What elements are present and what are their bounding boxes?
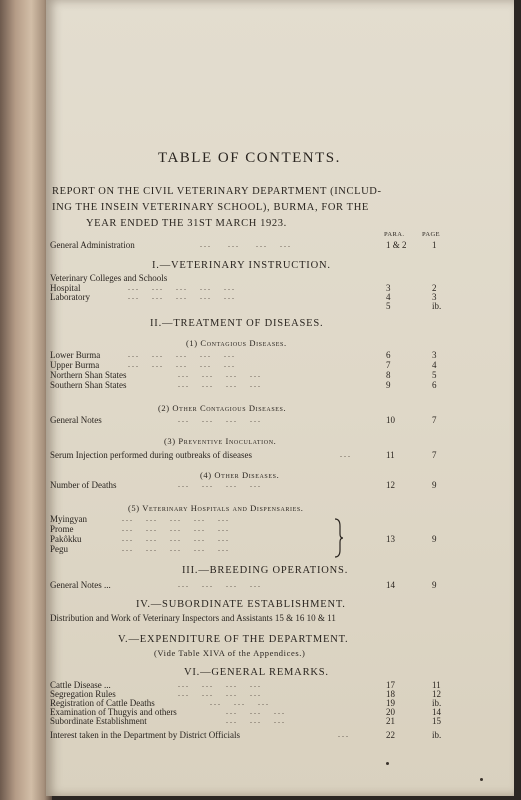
toc-row-label: Southern Shan States — [50, 380, 127, 390]
toc-row-para: 19 — [386, 698, 395, 708]
toc-row-para: 18 — [386, 689, 395, 699]
toc-row-para: 14 — [386, 580, 395, 590]
toc-row-label: Upper Burma — [50, 360, 100, 370]
toc-row-page: 9 — [432, 480, 437, 490]
toc-row-page: 5 — [432, 370, 437, 380]
toc-row — [50, 301, 450, 312]
toc-row-para: 3 — [386, 283, 391, 293]
toc-row-page: 11 — [432, 680, 441, 690]
toc-row-label: Distribution and Work of Veterinary Inspectors and Assistants 15 & 16 10 & 11 — [50, 613, 336, 623]
toc-row: General Notes ... ... ... ... 10 7 — [50, 415, 437, 425]
toc-row-para: 21 — [386, 716, 395, 726]
toc-row-page: 14 — [432, 707, 441, 717]
toc-row: Examination of Thugyis and others ... ... ... 20 14 — [50, 707, 441, 717]
toc-row-page: 4 — [432, 360, 437, 370]
toc-row: Prome ... ... ... ... ... — [50, 524, 230, 534]
toc-row: Hospital ... ... ... ... ... 3 2 — [50, 283, 437, 293]
toc-row-page: ib. — [432, 730, 442, 740]
toc-row-para: 7 — [386, 360, 391, 370]
toc-row-page: 12 — [432, 689, 441, 699]
toc-row-label: Pegu — [50, 544, 68, 554]
book-spine — [0, 0, 52, 800]
toc-row-page: 6 — [432, 380, 437, 390]
toc-row-general-admin: General Administration ... ... ... ... 1 & 2 1 — [50, 240, 437, 250]
toc-row: Upper Burma ... ... ... ... ... 7 4 — [50, 360, 437, 370]
toc-row: Northern Shan States ... ... ... ... 8 5 — [50, 370, 437, 380]
toc-row-label: Myingyan — [50, 514, 87, 524]
toc-row-label: Segregation Rules — [50, 689, 116, 699]
report-title-line-3: YEAR ENDED THE 31ST MARCH 1923. — [86, 218, 287, 229]
toc-row-label: Subordinate Establishment — [50, 716, 147, 726]
toc-row-page: ib. — [432, 698, 442, 708]
column-header-page: PAGE — [422, 231, 440, 238]
toc-row-page: ib. — [432, 301, 442, 311]
toc-row-page: 3 — [432, 292, 437, 302]
toc-row-para: 22 — [386, 730, 395, 740]
toc-row: Pakôkku ... ... ... ... ... 13 9 — [50, 534, 437, 544]
section-1-heading: I.—VETERINARY INSTRUCTION. — [152, 260, 331, 271]
toc-row-label: General Notes ... — [50, 580, 111, 590]
subsection-contagious: (1) Contagious Diseases. — [186, 338, 287, 348]
toc-row-para: 1 & 2 — [386, 240, 407, 250]
subsection-hospitals: (5) Veterinary Hospitals and Dispensaries. — [128, 503, 304, 513]
toc-row-label: Veterinary Colleges and Schools — [50, 273, 168, 283]
toc-row-para: 17 — [386, 680, 395, 690]
toc-row: Serum Injection performed during outbreaks of diseases ... 11 7 — [50, 450, 437, 460]
toc-row-label: Cattle Disease ... — [50, 680, 111, 690]
toc-row-para: 4 — [386, 292, 391, 302]
toc-row-para: 9 — [386, 380, 391, 390]
subsection-other-contagious: (2) Other Contagious Diseases. — [158, 403, 287, 413]
toc-row-para: 20 — [386, 707, 395, 717]
section-4-heading: IV.—SUBORDINATE ESTABLISHMENT. — [136, 599, 346, 610]
toc-row: Lower Burma ... ... ... ... ... 6 3 — [50, 350, 437, 360]
toc-row: Myingyan ... ... ... ... ... — [50, 514, 230, 524]
subsection-preventive: (3) Preventive Inoculation. — [164, 436, 277, 446]
document-page — [46, 0, 514, 796]
toc-row-page: 15 — [432, 716, 441, 726]
page-title: TABLE OF CONTENTS. — [158, 150, 341, 166]
toc-row: Laboratory ... ... ... ... ... 4 3 — [50, 292, 437, 302]
section-5-heading: V.—EXPENDITURE OF THE DEPARTMENT. — [118, 634, 349, 645]
brace-symbol — [334, 518, 344, 558]
toc-row-page: 7 — [432, 415, 437, 425]
section-6-heading: VI.—GENERAL REMARKS. — [184, 667, 329, 678]
section-3-heading: III.—BREEDING OPERATIONS. — [182, 565, 349, 576]
toc-row-label: Laboratory — [50, 292, 90, 302]
toc-row-label: Hospital — [50, 283, 81, 293]
toc-row: Registration of Cattle Deaths ... ... ... 19 ib. — [50, 698, 442, 708]
toc-row-label: Northern Shan States — [50, 370, 127, 380]
toc-row-page: 2 — [432, 283, 437, 293]
toc-row-label: General Administration — [50, 240, 135, 250]
toc-row: Southern Shan States ... ... ... ... 9 6 — [50, 380, 437, 390]
toc-row-label: General Notes — [50, 415, 102, 425]
toc-row-para: 12 — [386, 480, 395, 490]
toc-row-page: 3 — [432, 350, 437, 360]
toc-row-page: 7 — [432, 450, 437, 460]
toc-row: Subordinate Establishment ... ... ... 21 15 — [50, 716, 441, 726]
toc-row: Segregation Rules ... ... ... ... 18 12 — [50, 689, 441, 699]
toc-row-label: Examination of Thugyis and others — [50, 707, 177, 717]
toc-row-label: Registration of Cattle Deaths — [50, 698, 155, 708]
toc-row: Cattle Disease ... ... ... ... ... 17 11 — [50, 680, 441, 690]
column-header-para: PARA. — [384, 231, 405, 238]
toc-row-para: 11 — [386, 450, 395, 460]
toc-row-para: 8 — [386, 370, 391, 380]
toc-row: Number of Deaths ... ... ... ... 12 9 — [50, 480, 437, 490]
toc-row-para: 13 — [386, 534, 395, 544]
toc-row-para: 6 — [386, 350, 391, 360]
toc-row-page: 1 — [432, 240, 437, 250]
toc-row: General Notes ... ... ... ... ... 14 9 — [50, 580, 437, 590]
ink-spot — [480, 778, 483, 781]
toc-row-label: Pakôkku — [50, 534, 82, 544]
toc-row: Interest taken in the Department by District Officials ... 22 ib. — [50, 730, 442, 740]
report-title-line-1: REPORT ON THE CIVIL VETERINARY DEPARTMENT (INCLUD- — [52, 186, 382, 197]
toc-row-para: 10 — [386, 415, 395, 425]
subsection-other: (4) Other Diseases. — [200, 470, 280, 480]
ink-spot — [386, 762, 389, 765]
report-title-line-2: ING THE INSEIN VETERINARY SCHOOL), BURMA, FOR THE — [52, 202, 369, 213]
toc-row — [50, 613, 450, 624]
toc-row-label: Serum Injection performed during outbreaks of diseases — [50, 450, 252, 460]
toc-row-label: Interest taken in the Department by District Officials — [50, 730, 241, 740]
toc-row-label: Prome — [50, 524, 74, 534]
toc-row-para: 5 — [386, 301, 391, 311]
toc-row-page: 9 — [432, 580, 437, 590]
section-5-note: (Vide Table XIVA of the Appendices.) — [154, 648, 306, 658]
section-2-heading: II.—TREATMENT OF DISEASES. — [150, 318, 324, 329]
toc-row-label: Number of Deaths — [50, 480, 117, 490]
toc-row-label: Lower Burma — [50, 350, 101, 360]
toc-row-page: 9 — [432, 534, 437, 544]
toc-row: Pegu ... ... ... ... ... — [50, 544, 230, 554]
